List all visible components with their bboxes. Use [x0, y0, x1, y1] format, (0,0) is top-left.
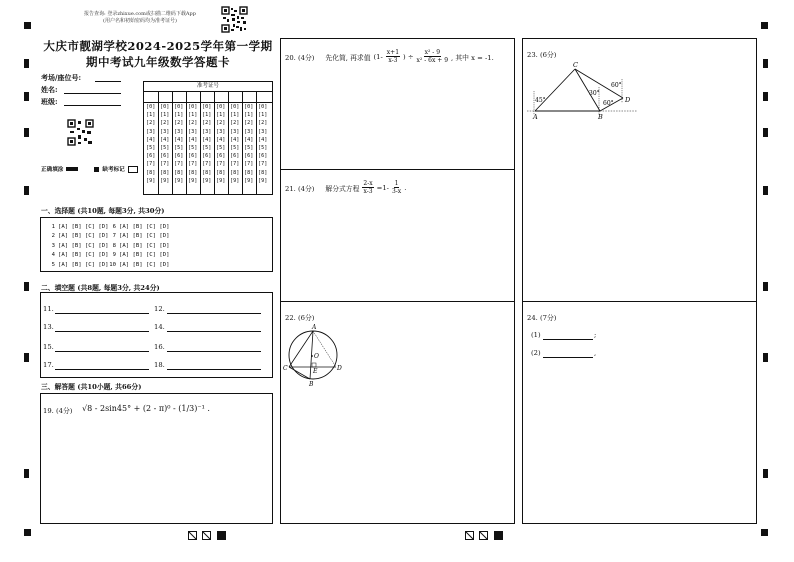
hint-line-1: 报告查询: 登录zhixue.com或扫描二维码下载App — [84, 11, 196, 17]
choice-row[interactable] — [47, 242, 109, 251]
digit-bubble[interactable]: [9] — [174, 177, 184, 184]
q21-frac2-num: 1 — [394, 180, 399, 187]
timing-mark — [763, 186, 768, 195]
choice-row[interactable] — [47, 261, 109, 270]
q24-part1-line[interactable] — [543, 339, 593, 340]
digit-bubble[interactable]: [2] — [160, 120, 170, 127]
seat-number-label: 考场/座位号: — [41, 73, 82, 82]
digit-bubble[interactable]: [2] — [146, 120, 156, 127]
blank-label-11: 11. — [43, 305, 54, 313]
q22-point-b: B — [309, 381, 314, 388]
admission-grid — [143, 81, 273, 195]
column-divider — [242, 91, 243, 195]
digit-bubble[interactable]: [5] — [202, 144, 212, 151]
choice-number: 9 — [112, 252, 116, 259]
choice-row[interactable] — [47, 232, 109, 241]
timing-mark — [763, 59, 768, 68]
digit-bubble[interactable]: [8] — [202, 169, 212, 176]
timing-mark — [24, 186, 29, 195]
q24-answer-box[interactable] — [522, 301, 757, 524]
timing-mark — [763, 353, 768, 362]
digit-bubble[interactable]: [1] — [146, 112, 156, 119]
column-divider — [158, 91, 159, 195]
digit-bubble[interactable]: [3] — [258, 128, 268, 135]
digit-bubble[interactable]: [2] — [188, 120, 198, 127]
digit-bubble[interactable]: [5] — [244, 144, 254, 151]
digit-bubble[interactable]: [5] — [174, 144, 184, 151]
digit-bubble[interactable]: [8] — [160, 169, 170, 176]
column-divider — [172, 91, 173, 195]
digit-bubble[interactable]: [4] — [244, 136, 254, 143]
q20-close: ) ÷ — [403, 52, 414, 61]
q20-frac1-den: x-3 — [388, 57, 398, 64]
choice-number: 4 — [51, 252, 55, 259]
digit-bubble[interactable]: [0] — [258, 104, 268, 110]
column-divider — [200, 91, 201, 195]
q22-point-c: C — [283, 365, 288, 372]
q20-open: (1- — [373, 52, 383, 61]
legend — [41, 165, 138, 173]
digit-bubble[interactable]: [7] — [188, 161, 198, 168]
digit-bubble[interactable]: [1] — [202, 112, 212, 119]
timing-mark — [24, 59, 29, 68]
q19-expression: √8 - 2sin45° + (2 - π)⁰ - (1/3)⁻¹ . — [82, 404, 210, 413]
digit-bubble[interactable]: [5] — [258, 144, 268, 151]
timing-mark — [24, 469, 29, 478]
header-hint — [60, 11, 220, 25]
timing-mark — [24, 353, 29, 362]
digit-bubble[interactable]: [5] — [146, 144, 156, 151]
digit-bubble[interactable]: [8] — [258, 169, 268, 176]
q21-question — [285, 180, 406, 195]
blank-line-18[interactable] — [167, 369, 261, 370]
page-mark-right — [465, 531, 505, 541]
choice-options[interactable]: [A] [B] [C] [D] — [58, 233, 109, 240]
blank-label-18: 18. — [154, 361, 165, 369]
digit-bubble[interactable]: [2] — [216, 120, 226, 127]
q23-angle-60-top: 60° — [611, 82, 622, 89]
filled-square-icon — [94, 167, 99, 172]
digit-bubble[interactable]: [7] — [258, 161, 268, 168]
choice-row[interactable] — [108, 223, 170, 232]
admission-column — [230, 103, 239, 185]
digit-bubble[interactable]: [1] — [258, 112, 268, 119]
digit-bubble[interactable]: [6] — [244, 153, 254, 160]
choice-options[interactable]: [A] [B] [C] [D] — [119, 242, 170, 249]
blank-label-15: 15. — [43, 343, 54, 351]
q24-part1-label: (1) — [531, 331, 541, 339]
digit-bubble[interactable]: [0] — [244, 104, 254, 110]
digit-bubble[interactable]: [1] — [244, 112, 254, 119]
digit-bubble[interactable]: [8] — [244, 169, 254, 176]
digit-bubble[interactable]: [6] — [160, 153, 170, 160]
q21-label: 21. (4分) — [285, 184, 315, 193]
qr-code-icon — [221, 6, 248, 33]
digit-bubble[interactable]: [0] — [202, 104, 212, 110]
digit-bubble[interactable]: [6] — [230, 153, 240, 160]
digit-bubble[interactable]: [7] — [244, 161, 254, 168]
q21-frac2-den: 3-x — [391, 188, 402, 195]
choice-options[interactable]: [A] [B] [C] [D] — [58, 252, 109, 259]
digit-bubble[interactable]: [1] — [230, 112, 240, 119]
timing-mark — [763, 469, 768, 478]
digit-bubble[interactable]: [7] — [174, 161, 184, 168]
column-divider — [228, 91, 229, 195]
corner-mark-bl — [24, 529, 31, 536]
digit-bubble[interactable]: [3] — [202, 128, 212, 135]
q22-answer-box[interactable] — [280, 301, 515, 524]
choice-options[interactable]: [A] [B] [C] [D] — [58, 224, 109, 230]
blank-label-17: 17. — [43, 361, 54, 369]
digit-bubble[interactable]: [7] — [230, 161, 240, 168]
section2-title: 二、填空题 (共8题, 每题3分, 共24分) — [41, 284, 160, 292]
digit-bubble[interactable]: [9] — [258, 177, 268, 184]
digit-bubble[interactable]: [0] — [230, 104, 240, 110]
class-field[interactable] — [64, 105, 121, 106]
admission-column — [202, 103, 211, 185]
timing-mark — [24, 92, 29, 101]
q23-angle-60-bottom: 60° — [603, 100, 614, 107]
choice-number: 1 — [51, 224, 55, 230]
choice-row[interactable] — [108, 242, 170, 251]
q20-answer-box[interactable] — [280, 38, 515, 170]
q23-angle-30: 30° — [589, 90, 600, 97]
admission-column — [216, 103, 225, 185]
filled-box-icon — [66, 167, 78, 171]
q21-tail: . — [404, 183, 407, 192]
choice-row[interactable] — [108, 251, 170, 260]
admission-column — [258, 103, 267, 185]
q24-part2-label: (2) — [531, 349, 541, 357]
q23-point-d: D — [625, 96, 631, 104]
digit-bubble[interactable]: [0] — [216, 104, 226, 110]
digit-bubble[interactable]: [3] — [160, 128, 170, 135]
q21-frac1-den: x-3 — [363, 188, 373, 195]
digit-bubble[interactable]: [8] — [174, 169, 184, 176]
timing-mark — [24, 282, 29, 291]
admission-write-row[interactable] — [144, 91, 272, 103]
section2-box — [40, 292, 273, 378]
class-label: 班级: — [41, 97, 58, 106]
choice-number: 7 — [112, 233, 116, 240]
column-divider — [256, 91, 257, 195]
timing-mark — [763, 282, 768, 291]
digit-bubble[interactable]: [6] — [216, 153, 226, 160]
choice-row[interactable] — [108, 232, 170, 241]
admission-title: 准考证号 — [144, 82, 272, 92]
digit-bubble[interactable]: [1] — [216, 112, 226, 119]
q20-question — [285, 49, 494, 64]
q19-label: 19. (4分) — [43, 407, 73, 415]
blank-line-11[interactable] — [55, 313, 149, 314]
blank-label-13: 13. — [43, 323, 54, 331]
q23-point-c: C — [573, 61, 578, 69]
digit-bubble[interactable]: [2] — [258, 120, 268, 127]
digit-bubble[interactable]: [9] — [188, 177, 198, 184]
name-label: 姓名: — [41, 85, 58, 94]
q20-frac2-num: x² - 9 — [424, 49, 441, 56]
blank-line-14[interactable] — [167, 331, 261, 332]
digit-bubble[interactable]: [3] — [230, 128, 240, 135]
digit-bubble[interactable]: [3] — [174, 128, 184, 135]
digit-bubble[interactable]: [4] — [202, 136, 212, 143]
admission-column — [188, 103, 197, 185]
blank-line-17[interactable] — [55, 369, 149, 370]
correct-fill-label: 正确填涂 — [41, 167, 64, 173]
choice-number: 10 — [109, 261, 116, 268]
q19-answer-box[interactable] — [40, 393, 273, 524]
blank-label-14: 14. — [154, 323, 165, 331]
q23-triangle-diagram — [523, 59, 643, 129]
digit-bubble[interactable]: [9] — [146, 177, 156, 184]
choice-options[interactable]: [A] [B] [C] [D] — [119, 261, 170, 268]
timing-mark — [763, 92, 768, 101]
blank-label-12: 12. — [154, 305, 165, 313]
digit-bubble[interactable]: [7] — [202, 161, 212, 168]
digit-bubble[interactable]: [6] — [202, 153, 212, 160]
digit-bubble[interactable]: [3] — [244, 128, 254, 135]
digit-bubble[interactable]: [1] — [160, 112, 170, 119]
choice-row[interactable] — [47, 251, 109, 260]
q22-label: 22. (6分) — [285, 314, 315, 322]
q24-part2-line[interactable] — [543, 357, 593, 358]
blank-line-12[interactable] — [167, 313, 261, 314]
corner-mark-tr — [761, 22, 768, 29]
timing-mark — [763, 128, 768, 137]
section3-title: 三、解答题 (共10小题, 共66分) — [41, 383, 142, 391]
digit-bubble[interactable]: [4] — [230, 136, 240, 143]
choice-row[interactable] — [47, 223, 109, 232]
q23-point-b: B — [598, 113, 603, 121]
digit-bubble[interactable]: [0] — [188, 104, 198, 110]
q20-frac2-den: x² - 6x + 9 — [416, 57, 449, 64]
q20-frac1-num: x+1 — [386, 49, 400, 56]
digit-bubble[interactable]: [8] — [216, 169, 226, 176]
q21-mid: =1- — [376, 183, 389, 192]
q20-label: 20. (4分) — [285, 53, 315, 62]
choice-options[interactable]: [A] [B] [C] [D] — [119, 224, 170, 230]
digit-bubble[interactable]: [2] — [244, 120, 254, 127]
digit-bubble[interactable]: [5] — [160, 144, 170, 151]
digit-bubble[interactable]: [9] — [244, 177, 254, 184]
digit-bubble[interactable]: [9] — [160, 177, 170, 184]
blank-line-13[interactable] — [55, 331, 149, 332]
digit-bubble[interactable]: [9] — [202, 177, 212, 184]
q24-part2-end: , — [594, 349, 597, 357]
admission-bubbles — [146, 103, 272, 195]
school-title: 大庆市靓湖学校2024-2025学年第一学期 — [43, 39, 273, 53]
choice-options[interactable]: [A] [B] [C] [D] — [119, 252, 170, 259]
choice-options[interactable]: [A] [B] [C] [D] — [58, 242, 109, 249]
q23-answer-box[interactable] — [522, 38, 757, 302]
blank-line-16[interactable] — [167, 351, 261, 352]
q21-frac1-num: 2-x — [363, 180, 373, 187]
choice-options[interactable]: [A] [B] [C] [D] — [58, 261, 109, 268]
digit-bubble[interactable]: [0] — [146, 104, 156, 110]
choice-number: 5 — [51, 261, 55, 268]
digit-bubble[interactable]: [4] — [216, 136, 226, 143]
column-divider — [214, 91, 215, 195]
digit-bubble[interactable]: [3] — [146, 128, 156, 135]
seat-number-field[interactable] — [95, 81, 121, 82]
q23-point-a: A — [533, 113, 538, 121]
digit-bubble[interactable]: [6] — [258, 153, 268, 160]
digit-bubble[interactable]: [3] — [188, 128, 198, 135]
choice-number: 2 — [51, 233, 55, 240]
blank-label-16: 16. — [154, 343, 165, 351]
digit-bubble[interactable]: [2] — [202, 120, 212, 127]
digit-bubble[interactable]: [6] — [174, 153, 184, 160]
choice-row[interactable] — [108, 261, 170, 270]
digit-bubble[interactable]: [4] — [188, 136, 198, 143]
digit-bubble[interactable]: [1] — [174, 112, 184, 119]
page-mark-left — [188, 531, 228, 541]
blank-line-15[interactable] — [55, 351, 149, 352]
choice-options[interactable]: [A] [B] [C] [D] — [119, 233, 170, 240]
q20-tail: , 其中 x = -1. — [451, 53, 494, 62]
absent-checkbox[interactable] — [128, 166, 138, 173]
q20-lead: 先化简, 再求值 — [325, 53, 371, 62]
name-field[interactable] — [64, 93, 121, 94]
digit-bubble[interactable]: [5] — [188, 144, 198, 151]
exam-title: 期中考试九年级数学答题卡 — [86, 55, 230, 69]
digit-bubble[interactable]: [7] — [146, 161, 156, 168]
digit-bubble[interactable]: [6] — [146, 153, 156, 160]
hint-line-2: (用户名和初始密码均为准考证号) — [103, 18, 177, 24]
choice-col-right — [108, 223, 170, 270]
digit-bubble[interactable]: [8] — [146, 169, 156, 176]
section1-box — [40, 217, 273, 272]
admission-column — [244, 103, 253, 185]
digit-bubble[interactable]: [9] — [216, 177, 226, 184]
digit-bubble[interactable]: [5] — [216, 144, 226, 151]
q21-lead: 解分式方程 — [325, 184, 360, 193]
digit-bubble[interactable]: [3] — [216, 128, 226, 135]
digit-bubble[interactable]: [7] — [160, 161, 170, 168]
digit-bubble[interactable]: [4] — [160, 136, 170, 143]
timing-mark — [24, 128, 29, 137]
q22-point-a: A — [312, 324, 317, 331]
q24-label: 24. (7分) — [527, 314, 557, 322]
choice-number: 8 — [112, 242, 116, 249]
q22-circle-diagram — [281, 320, 351, 390]
admission-column — [146, 103, 155, 185]
choice-number: 3 — [51, 242, 55, 249]
digit-bubble[interactable]: [2] — [174, 120, 184, 127]
digit-bubble[interactable]: [8] — [230, 169, 240, 176]
digit-bubble[interactable]: [1] — [188, 112, 198, 119]
q22-point-o: O — [314, 353, 319, 360]
admission-column — [160, 103, 169, 185]
digit-bubble[interactable]: [8] — [188, 169, 198, 176]
section1-title: 一、选择题 (共10题, 每题3分, 共30分) — [41, 207, 165, 215]
q23-label: 23. (6分) — [527, 51, 557, 59]
digit-bubble[interactable]: [4] — [146, 136, 156, 143]
digit-bubble[interactable]: [4] — [174, 136, 184, 143]
digit-bubble[interactable]: [0] — [174, 104, 184, 110]
q22-point-e: E — [313, 368, 318, 375]
admission-column — [174, 103, 183, 185]
digit-bubble[interactable]: [0] — [160, 104, 170, 110]
digit-bubble[interactable]: [9] — [230, 177, 240, 184]
corner-mark-br — [761, 529, 768, 536]
digit-bubble[interactable]: [7] — [216, 161, 226, 168]
q24-part1-end: ; — [594, 331, 597, 339]
q22-point-d: D — [337, 365, 342, 372]
corner-mark-tl — [24, 22, 31, 29]
absent-mark-label: 缺考标记 — [102, 167, 125, 173]
q23-angle-45: 45° — [535, 97, 546, 104]
student-qr-icon — [67, 119, 94, 146]
q21-answer-box[interactable] — [280, 169, 515, 302]
digit-bubble[interactable]: [5] — [230, 144, 240, 151]
column-divider — [186, 91, 187, 195]
choice-number: 6 — [112, 224, 116, 230]
digit-bubble[interactable]: [2] — [230, 120, 240, 127]
digit-bubble[interactable]: [6] — [188, 153, 198, 160]
choice-col-left — [47, 223, 109, 270]
digit-bubble[interactable]: [4] — [258, 136, 268, 143]
